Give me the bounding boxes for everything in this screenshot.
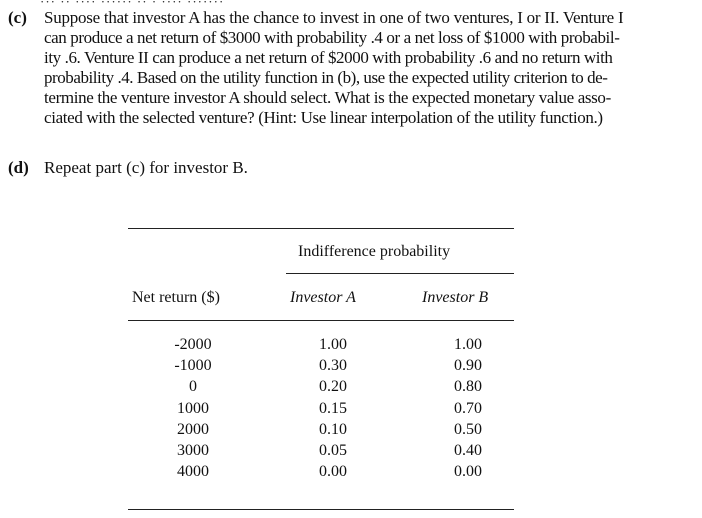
table-bottom-rule [128,509,514,510]
net-return-cell: -2000 [174,336,212,353]
investor-b-cell: 0.40 [454,441,482,459]
net-return-cell: 4000 [177,463,209,481]
investor-a-cell: 0.20 [319,378,347,396]
problem-c [8,8,698,128]
cut-off-text-fragment [40,0,370,4]
problem-c-line: ciated with the selected venture? (Hint: Use linear interpolation of the utility function.) [44,108,603,127]
problem-c-line: Suppose that investor A has the chance to invest in one of two ventures, I or II. Venture I [44,8,624,27]
problem-c-line: can produce a net return of $3000 with probability .4 or a net loss of $1000 with probabil- [44,28,620,47]
group-header-rule [286,273,514,274]
header-investor-a: Investor A [290,289,356,306]
column-investor-a [305,334,361,482]
group-header: Indifference probability [298,243,451,260]
net-return-cell: -1000 [174,357,212,375]
header-rule [128,320,514,321]
problem-d-text: Repeat part (c) for investor B. [44,158,248,177]
investor-b-cell: 0.70 [454,399,482,417]
problem-c-line: ity .6. Venture II can produce a net return of $2000 with probability .6 and no return with [44,48,613,67]
net-return-cell: 0 [189,378,197,396]
investor-b-cell: 0.80 [454,378,482,396]
net-return-cell: 1000 [177,399,209,417]
net-return-cell: 2000 [177,420,209,438]
investor-b-cell: 1.00 [454,336,482,353]
investor-b-cell: 0.90 [454,357,482,375]
problem-c-line: termine the venture investor A should select. What is the expected monetary value asso- [44,88,611,107]
column-net-return [148,334,238,482]
problem-d [8,158,698,178]
investor-a-cell: 1.00 [319,336,347,353]
investor-b-cell: 0.50 [454,420,482,438]
investor-a-cell: 0.05 [319,441,347,459]
header-net-return: Net return ($) [132,289,220,306]
problem-c-line: probability .4. Based on the utility function in (b), use the expected utility criterion to de- [44,68,608,87]
problem-c-label: (c) [8,8,27,27]
investor-b-cell: 0.00 [454,463,482,481]
net-return-cell: 3000 [177,441,209,459]
problem-c-text [44,8,698,128]
investor-a-cell: 0.30 [319,357,347,375]
investor-a-cell: 0.00 [319,463,347,481]
investor-a-cell: 0.15 [319,399,347,417]
indifference-probability-table [128,228,514,518]
table-top-rule [128,228,514,229]
header-investor-b: Investor B [422,289,489,306]
investor-a-cell: 0.10 [319,420,347,438]
problem-d-label: (d) [8,158,29,177]
column-investor-b [440,334,496,482]
